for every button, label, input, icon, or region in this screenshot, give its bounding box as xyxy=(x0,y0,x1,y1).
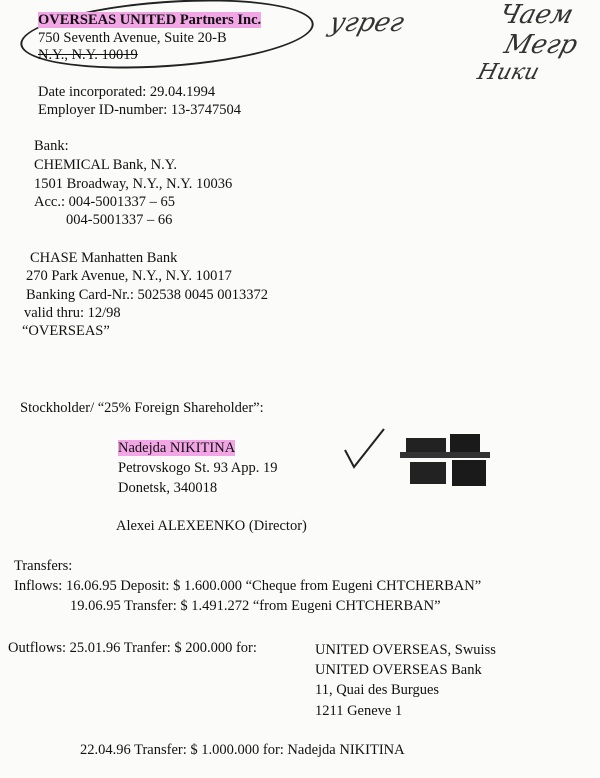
employer-id: Employer ID-number: 13-3747504 xyxy=(38,102,241,118)
inflow-2: 19.06.95 Transfer: $ 1.491.272 “from Eugeni CHTCHERBAN” xyxy=(70,598,441,614)
stockholder-name: Nadejda NIKITINA xyxy=(118,440,236,456)
bank1-account-1: Acc.: 004-5001337 – 65 xyxy=(34,194,175,210)
outflow-1-recipient-line: 1211 Geneve 1 xyxy=(315,703,403,719)
handwritten-note: Мегр xyxy=(500,30,581,60)
date-incorporated: Date incorporated: 29.04.1994 xyxy=(38,84,216,100)
company-name: OVERSEAS UNITED Partners Inc. xyxy=(38,12,262,28)
transfers-heading: Transfers: xyxy=(14,558,73,574)
outflow-1-recipient-line: UNITED OVERSEAS Bank xyxy=(315,662,482,678)
bank1-name: CHEMICAL Bank, N.Y. xyxy=(34,157,177,173)
bank2-valid-thru: valid thru: 12/98 xyxy=(24,305,121,321)
handwritten-note: угрег xyxy=(325,8,408,38)
outflow-1: Outflows: 25.01.96 Tranfer: $ 200.000 for: xyxy=(8,640,257,656)
handwritten-note: Ники xyxy=(474,60,543,85)
bank1-account-2: 004-5001337 – 66 xyxy=(66,212,173,228)
stockholder-label: Stockholder/ “25% Foreign Shareholder”: xyxy=(20,400,264,416)
bank2-holder: “OVERSEAS” xyxy=(22,323,110,339)
stockholder-address-1: Petrovskogo St. 93 App. 19 xyxy=(118,460,278,476)
company-address-line2: N.Y., N.Y. 10019 xyxy=(38,47,138,63)
handwritten-note: Чаем xyxy=(495,0,577,30)
bank2-card-number: Banking Card-Nr.: 502538 0045 0013372 xyxy=(26,287,269,303)
checkmark-icon xyxy=(340,425,390,475)
outflow-2: 22.04.96 Transfer: $ 1.000.000 for: Nadejda NIKITINA xyxy=(80,742,405,758)
bank2-name: CHASE Manhatten Bank xyxy=(30,250,178,266)
inflow-1: Inflows: 16.06.95 Deposit: $ 1.600.000 “Cheque from Eugeni CHTCHERBAN” xyxy=(14,578,482,594)
bank-heading: Bank: xyxy=(34,138,69,154)
redacted-stamp xyxy=(400,430,500,500)
company-address-line1: 750 Seventh Avenue, Suite 20-B xyxy=(38,30,227,46)
bank2-address: 270 Park Avenue, N.Y., N.Y. 10017 xyxy=(26,268,232,284)
outflow-1-recipient-line: 11, Quai des Burgues xyxy=(315,682,440,698)
outflow-1-recipient-line: UNITED OVERSEAS, Swuiss xyxy=(315,642,496,658)
bank1-address: 1501 Broadway, N.Y., N.Y. 10036 xyxy=(34,176,233,192)
director: Alexei ALEXEENKO (Director) xyxy=(116,518,307,534)
stockholder-address-2: Donetsk, 340018 xyxy=(118,480,218,496)
